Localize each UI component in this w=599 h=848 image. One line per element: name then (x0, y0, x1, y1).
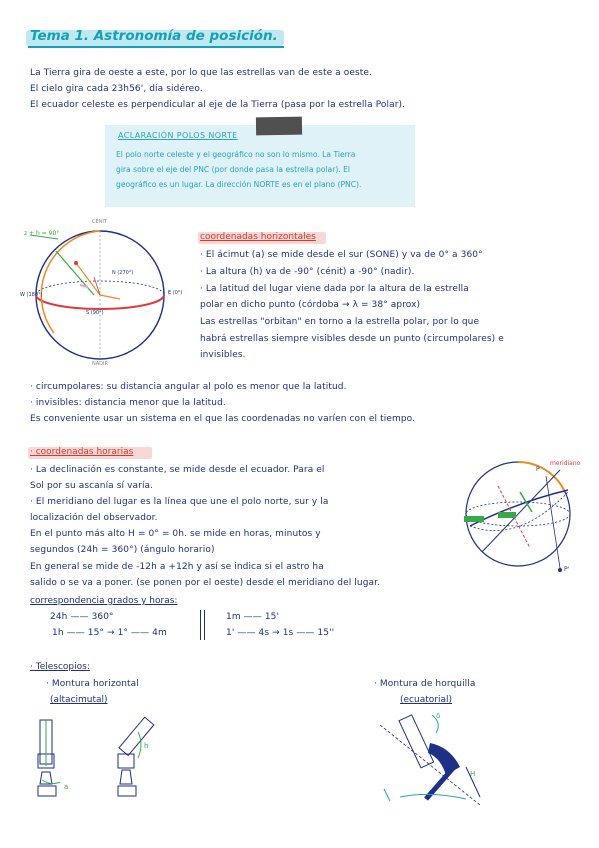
hour-label: H (470, 770, 476, 778)
nadir-label: NADIR (92, 361, 108, 367)
azimuth-label: a (64, 783, 69, 791)
callout-line: gira sobre el eje del PNC (por donde pasa la estrella polar). El (116, 165, 351, 174)
intro-line: El cielo gira cada 23h56', día sidéreo. (30, 84, 203, 94)
horarias-line: En el punto más alto H = 0° = 0h. se mide en horas, minutos y (30, 529, 321, 539)
correspondence-right-2: 1' —— 4s → 1s —— 15'' (226, 628, 335, 638)
horizontal-line: · La altura (h) va de -90° (cénit) a -90° (nadir). (200, 267, 415, 277)
horarias-line: segundos (24h = 360°) (ángulo horario) (30, 545, 215, 555)
intro-line: La Tierra gira de oeste a este, por lo que las estrellas van de este a oeste. (30, 68, 373, 78)
correspondence-heading: correspondencia grados y horas: (30, 596, 178, 606)
declination-label: δ (436, 712, 441, 720)
right-mount-sub: (ecuatorial) (400, 695, 452, 705)
pole-label: P (536, 466, 540, 473)
callout-line: El polo norte celeste y el geográfico no son lo mismo. La Tierra (116, 150, 356, 159)
horizontal-line: · La latitud del lugar viene dada por la altura de la estrella (200, 284, 469, 294)
horarias-line: · La declinación es constante, se mide desde el ecuador. Para el (30, 465, 325, 475)
left-mount-title: · Montura horizontal (46, 679, 139, 689)
circumpolar-line: Es conveniente usar un sistema en el que las coordenadas no varíen con el tiempo. (30, 414, 416, 424)
south-label: S (90°) (86, 310, 104, 316)
circumpolar-line: · circumpolares: su distancia angular al polo es menor que la latitud. (30, 382, 347, 392)
west-label: W (180°) (20, 292, 43, 298)
meridian-label: meridiano (550, 460, 581, 467)
south-pole-label: P' (564, 566, 570, 573)
page-title: Tema 1. Astronomía de posición. (30, 28, 278, 44)
left-mount-sub: (altacimutal) (50, 695, 108, 705)
horizontal-line: habrá estrellas siempre visibles desde un punto (circumpolares) e (200, 334, 504, 344)
horizontal-line: · El ácimut (a) se mide desde el sur (SONE) y va de 0° a 360° (200, 250, 483, 260)
east-label: E (0°) (168, 290, 183, 296)
telescopes-heading: · Telescopios: (30, 662, 90, 672)
hour-angle-figure (460, 452, 588, 577)
separator (200, 610, 202, 640)
circumpolar-line: · invisibles: distancia menor que la latitud. (30, 398, 226, 408)
zh-label: z + h = 90° (24, 230, 60, 237)
horizontal-line: Las estrellas "orbitan" en torno a la estrella polar, por lo que (200, 317, 480, 327)
horarias-line: En general se mide de -12h a +12h y así se indica si el astro ha (30, 562, 324, 572)
right-mount-title: · Montura de horquilla (374, 679, 476, 689)
north-label: N (270°) (112, 270, 134, 276)
horarias-line: · El meridiano del lugar es la línea que une el polo norte, sur y la (30, 497, 329, 507)
equatorial-telescope (370, 705, 500, 805)
horizontal-line: polar en dicho punto (córdoba → λ = 38° aprox) (200, 300, 421, 310)
tape-decoration (256, 117, 302, 136)
correspondence-left-2: 1h —— 15° → 1° —— 4m (52, 628, 167, 638)
horarias-line: salido o se va a poner. (se ponen por el oeste) desde el meridiano del lugar. (30, 578, 381, 588)
horarias-line: Sol por su ascanía sí varía. (30, 481, 154, 491)
altazimuth-telescope (30, 710, 170, 810)
horarias-heading: · coordenadas horarias (30, 447, 134, 457)
separator (204, 610, 206, 640)
callout-title: ACLARACIÓN POLOS NORTE (118, 131, 238, 140)
callout-line: geográfico es un lugar. La dirección NORTE es en el plano (PNC). (116, 180, 362, 189)
title-underline (28, 46, 284, 48)
intro-line: El ecuador celeste es perpendicular al eje de la Tierra (pasa por la estrella Polar). (30, 100, 406, 110)
zenith-label: CÉNIT (92, 219, 107, 225)
horarias-line: localización del observador. (30, 513, 158, 523)
horizontal-line: invisibles. (200, 350, 246, 360)
correspondence-right-1: 1m —— 15' (226, 612, 280, 622)
correspondence-left-1: 24h —— 360° (50, 612, 114, 622)
altitude-label: h (144, 742, 149, 750)
horizontal-heading: coordenadas horizontales (200, 232, 316, 242)
